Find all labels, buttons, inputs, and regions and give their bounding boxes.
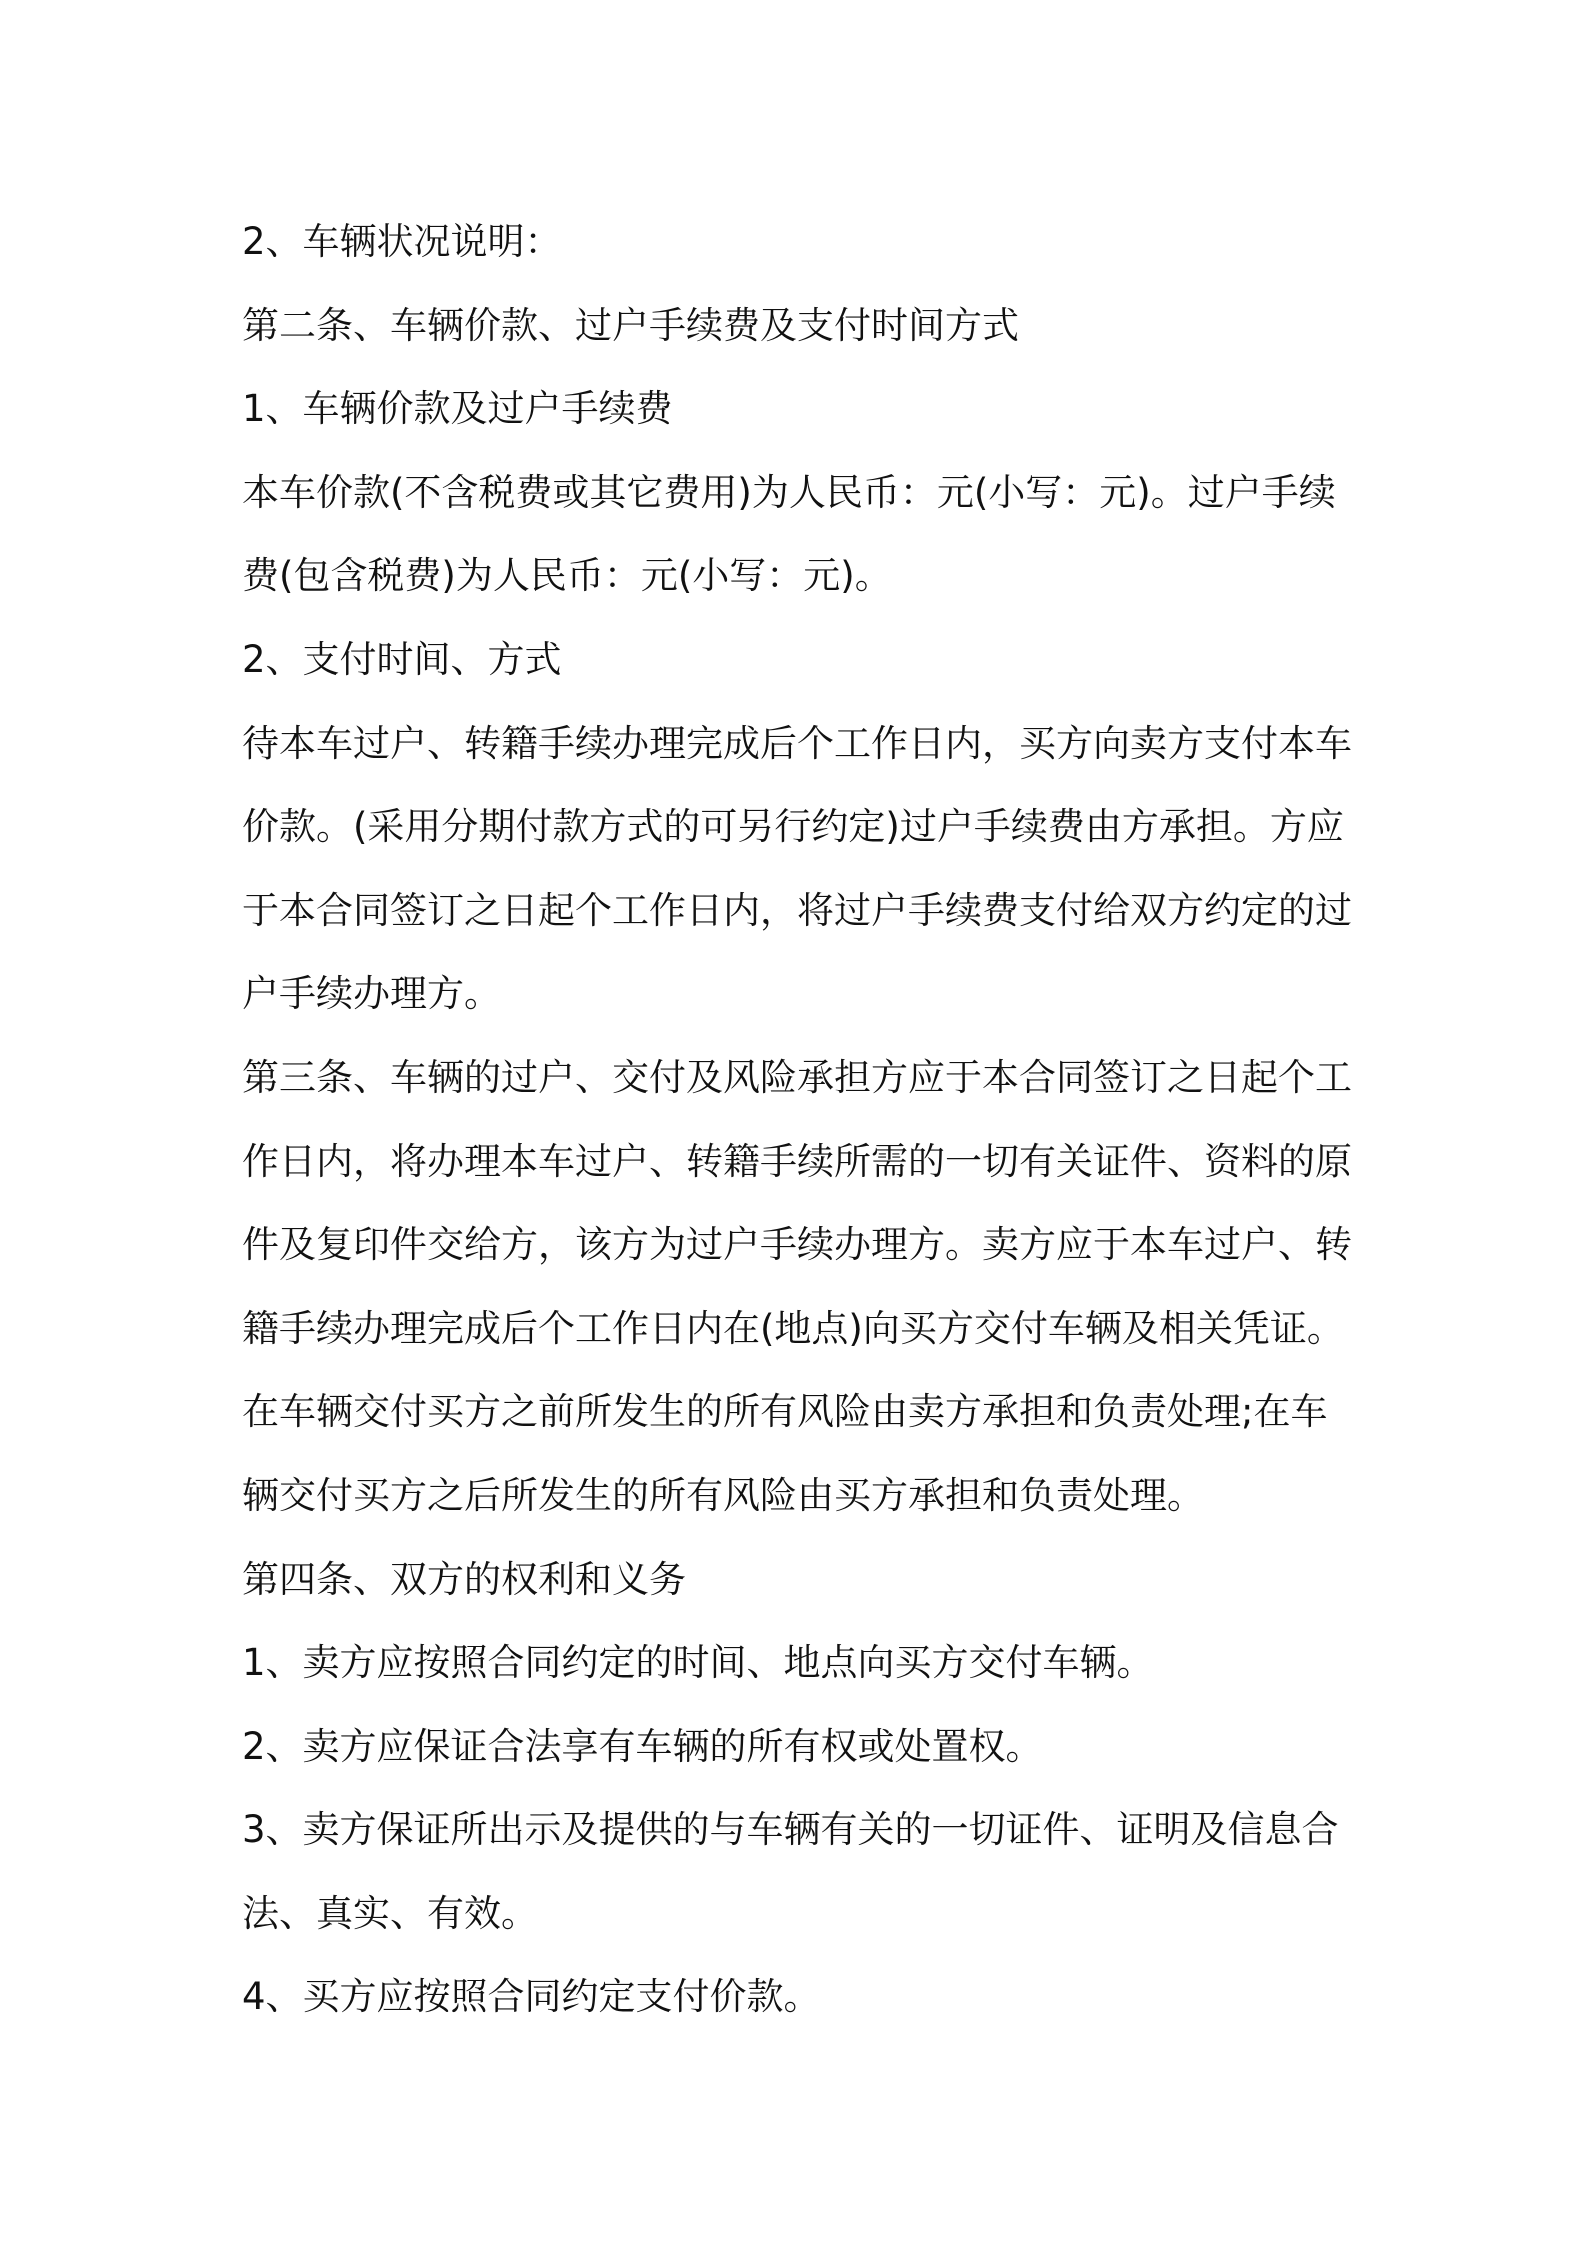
article-2-heading: 第二条、车辆价款、过户手续费及支付时间方式 — [242, 303, 1019, 347]
item-payment-heading: 2、支付时间、方式 — [242, 637, 562, 681]
risk-paragraph-line-1: 在车辆交付买方之前所发生的所有风险由卖方承担和负责处理;在车 — [242, 1390, 1328, 1434]
section-heading-vehicle-condition: 2、车辆状况说明： — [242, 220, 562, 263]
price-paragraph-line-2: 费(包含税费)为人民币：元(小写：元)。 — [242, 554, 892, 598]
document-body — [242, 200, 1357, 2039]
obligation-item-3-line-1: 3、卖方保证所出示及提供的与车辆有关的一切证件、证明及信息合 — [242, 1808, 1339, 1852]
article-4-heading: 第四条、双方的权利和义务 — [242, 1557, 686, 1601]
obligation-item-3-line-2: 法、真实、有效。 — [242, 1891, 538, 1935]
price-paragraph-line-1: 本车价款(不含税费或其它费用)为人民币：元(小写：元)。过户手续 — [242, 470, 1336, 514]
article-3-line-2: 作日内，将办理本车过户、转籍手续所需的一切有关证件、资料的原 — [242, 1139, 1352, 1183]
obligation-item-2: 2、卖方应保证合法享有车辆的所有权或处置权。 — [242, 1724, 1043, 1768]
payment-paragraph-line-1: 待本车过户、转籍手续办理完成后个工作日内，买方向卖方支付本车 — [242, 721, 1352, 765]
item-price-and-fee-heading: 1、车辆价款及过户手续费 — [242, 387, 673, 431]
article-3-line-4: 籍手续办理完成后个工作日内在(地点)向买方交付车辆及相关凭证。 — [242, 1306, 1344, 1350]
risk-paragraph-line-2: 辆交付买方之后所发生的所有风险由买方承担和负责处理。 — [242, 1473, 1204, 1517]
payment-paragraph-line-3: 于本合同签订之日起个工作日内，将过户手续费支付给双方约定的过 — [242, 888, 1352, 932]
obligation-item-1: 1、卖方应按照合同约定的时间、地点向买方交付车辆。 — [242, 1641, 1154, 1685]
obligation-item-4: 4、买方应按照合同约定支付价款。 — [242, 1975, 821, 2019]
article-3-line-3: 件及复印件交给方，该方为过户手续办理方。卖方应于本车过户、转 — [242, 1223, 1352, 1267]
payment-paragraph-line-2: 价款。(采用分期付款方式的可另行约定)过户手续费由方承担。方应 — [242, 805, 1344, 849]
article-3-line-1: 第三条、车辆的过户、交付及风险承担方应于本合同签订之日起个工 — [242, 1055, 1352, 1099]
payment-paragraph-line-4: 户手续办理方。 — [242, 972, 501, 1016]
